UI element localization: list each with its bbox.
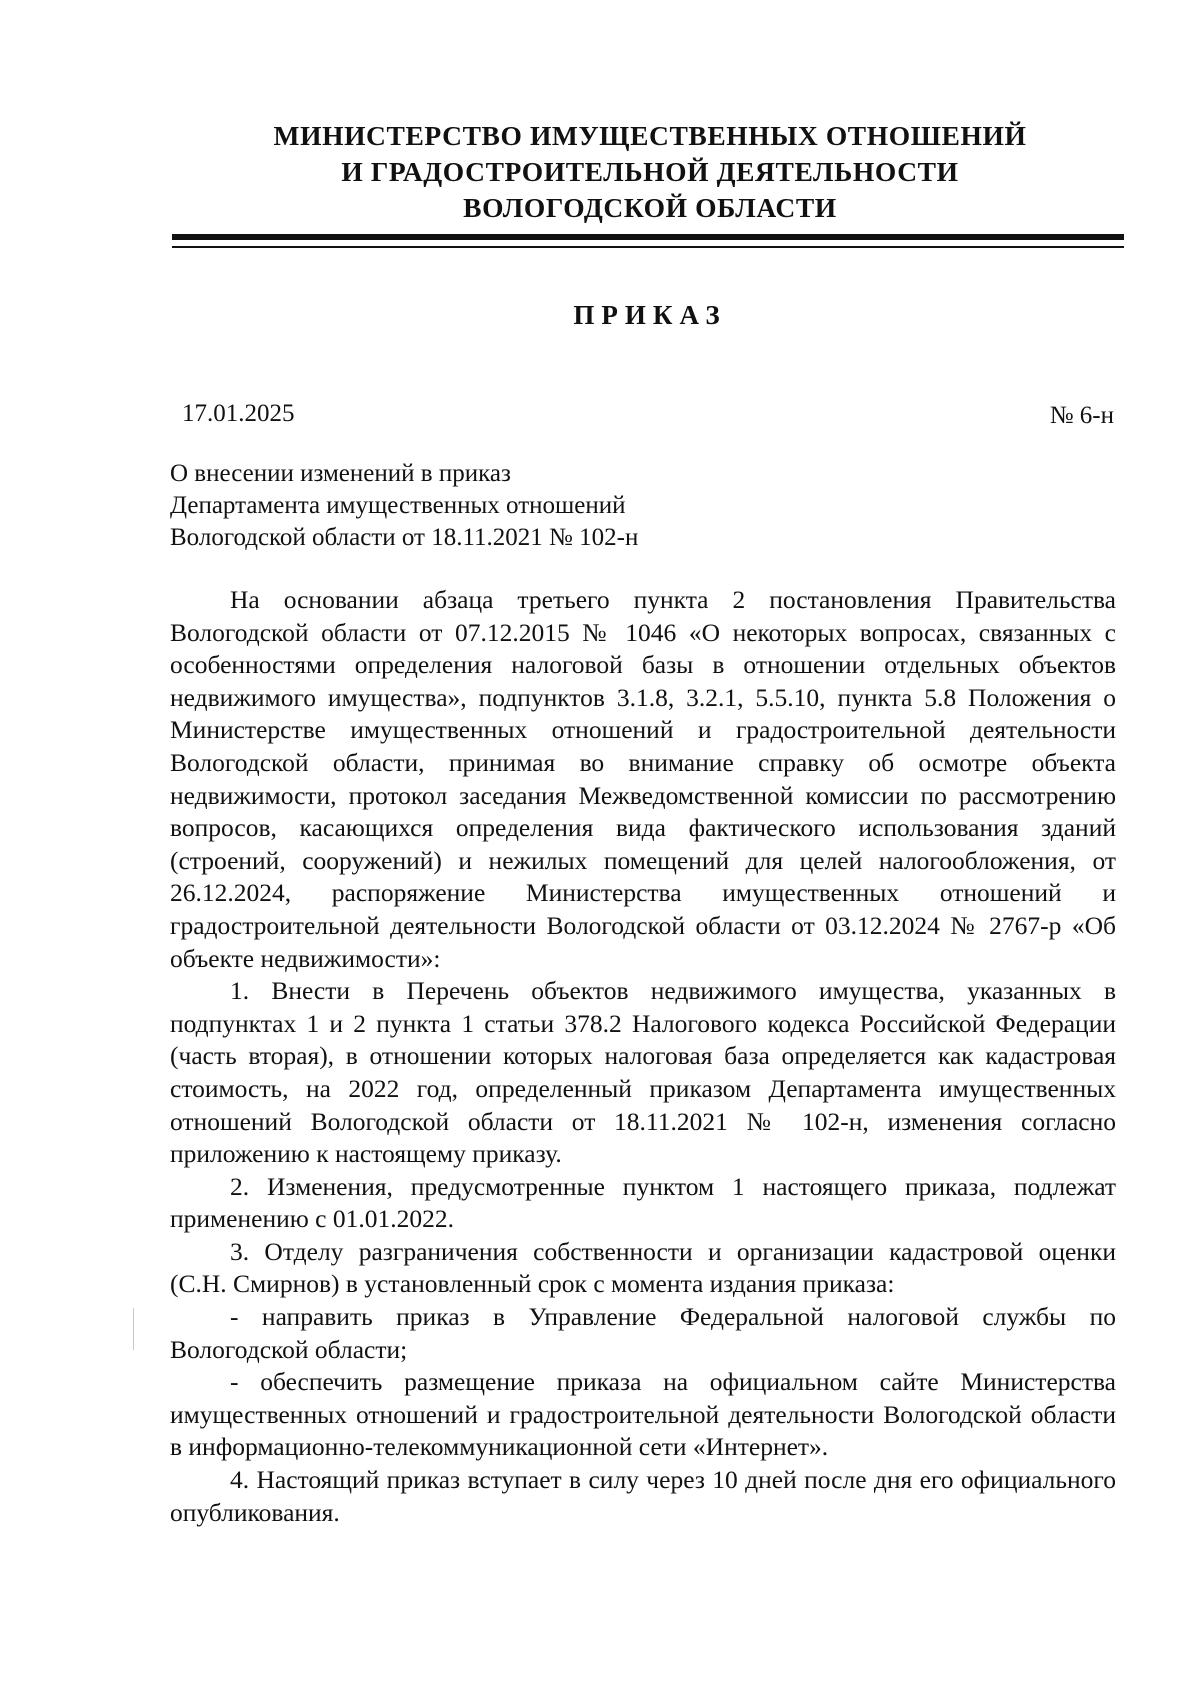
item-1-paragraph: 1. Внести в Перечень объектов недвижимого имущества, указанных в подпунктах 1 и 2 пункта 1 статьи 378.2 Налогового кодекса Российской Федерации (часть вторая), в отношении которых налоговая база определяется как кадастровая стоимость, на 2022 год, определенный приказом Департамента имущественных отношений Вологодской области от 18.11.2021 № 102-н, изменения согласно приложению к настоящему приказу. xyxy=(170,976,1116,1169)
order-subject xyxy=(170,458,638,554)
item-4-paragraph: 4. Настоящий приказ вступает в силу через 10 дней после дня его официального опубликования. xyxy=(170,1465,1116,1527)
header-line-2: И ГРАДОСТРОИТЕЛЬНОЙ ДЕЯТЕЛЬНОСТИ xyxy=(341,156,959,187)
header-line-1: МИНИСТЕРСТВО ИМУЩЕСТВЕННЫХ ОТНОШЕНИЙ xyxy=(273,120,1027,151)
item-3-subitem-a: - направить приказ в Управление Федеральной налоговой службы по Вологодской области; xyxy=(170,1302,1116,1364)
order-number: № 6-н xyxy=(1049,402,1114,429)
scan-artifact xyxy=(133,1308,134,1350)
header-divider-thin xyxy=(172,246,1124,248)
header-line-3: ВОЛОГОДСКОЙ ОБЛАСТИ xyxy=(463,192,837,223)
item-3-paragraph: 3. Отделу разграничения собственности и организации кадастровой оценки (С.Н. Смирнов) в установленный срок с момента издания приказа: xyxy=(170,1236,1116,1299)
subject-line-1: О внесении изменений в приказ xyxy=(170,460,511,487)
subject-line-3: Вологодской области от 18.11.2021 № 102-н xyxy=(170,524,639,551)
header-divider-thick xyxy=(172,234,1124,240)
ministry-header xyxy=(170,118,1130,226)
subject-line-2: Департамента имущественных отношений xyxy=(170,492,626,519)
document-type-title: ПРИКАЗ xyxy=(573,300,727,330)
order-body xyxy=(170,584,1116,1529)
preamble-paragraph: На основании абзаца третьего пункта 2 постановления Правительства Вологодской области от 07.12.2015 № 1046 «О некоторых вопросах, связанных с особенностями определения налоговой базы в отношении отдельных объектов недвижимого имущества», подпунктов 3.1.8, 3.2.1, 5.5.10, пункта 5.8 Положения о Министерстве имущественных отношений и градостроительной деятельности Вологодской области, принимая во внимание справку об осмотре объекта недвижимости, протокол заседания Межведомственной комиссии по рассмотрению вопросов, касающихся определения вида фактического использования зданий (строений, сооружений) и нежилых помещений для целей налогообложения, от 26.12.2024, распоряжение Министерства имущественных отношений и градостроительной деятельности Вологодской области от 03.12.2024 № 2767-р «Об объекте недвижимости»: xyxy=(170,585,1116,973)
item-3-subitem-b: - обеспечить размещение приказа на официальном сайте Министерства имущественных отношений и градостроительной деятельности Вологодской области в информационно-телекоммуникационной сети «Интернет». xyxy=(170,1367,1116,1462)
item-2-paragraph: 2. Изменения, предусмотренные пунктом 1 настоящего приказа, подлежат применению с 01.01.2022. xyxy=(170,1171,1116,1234)
order-date: 17.01.2025 xyxy=(182,400,295,427)
